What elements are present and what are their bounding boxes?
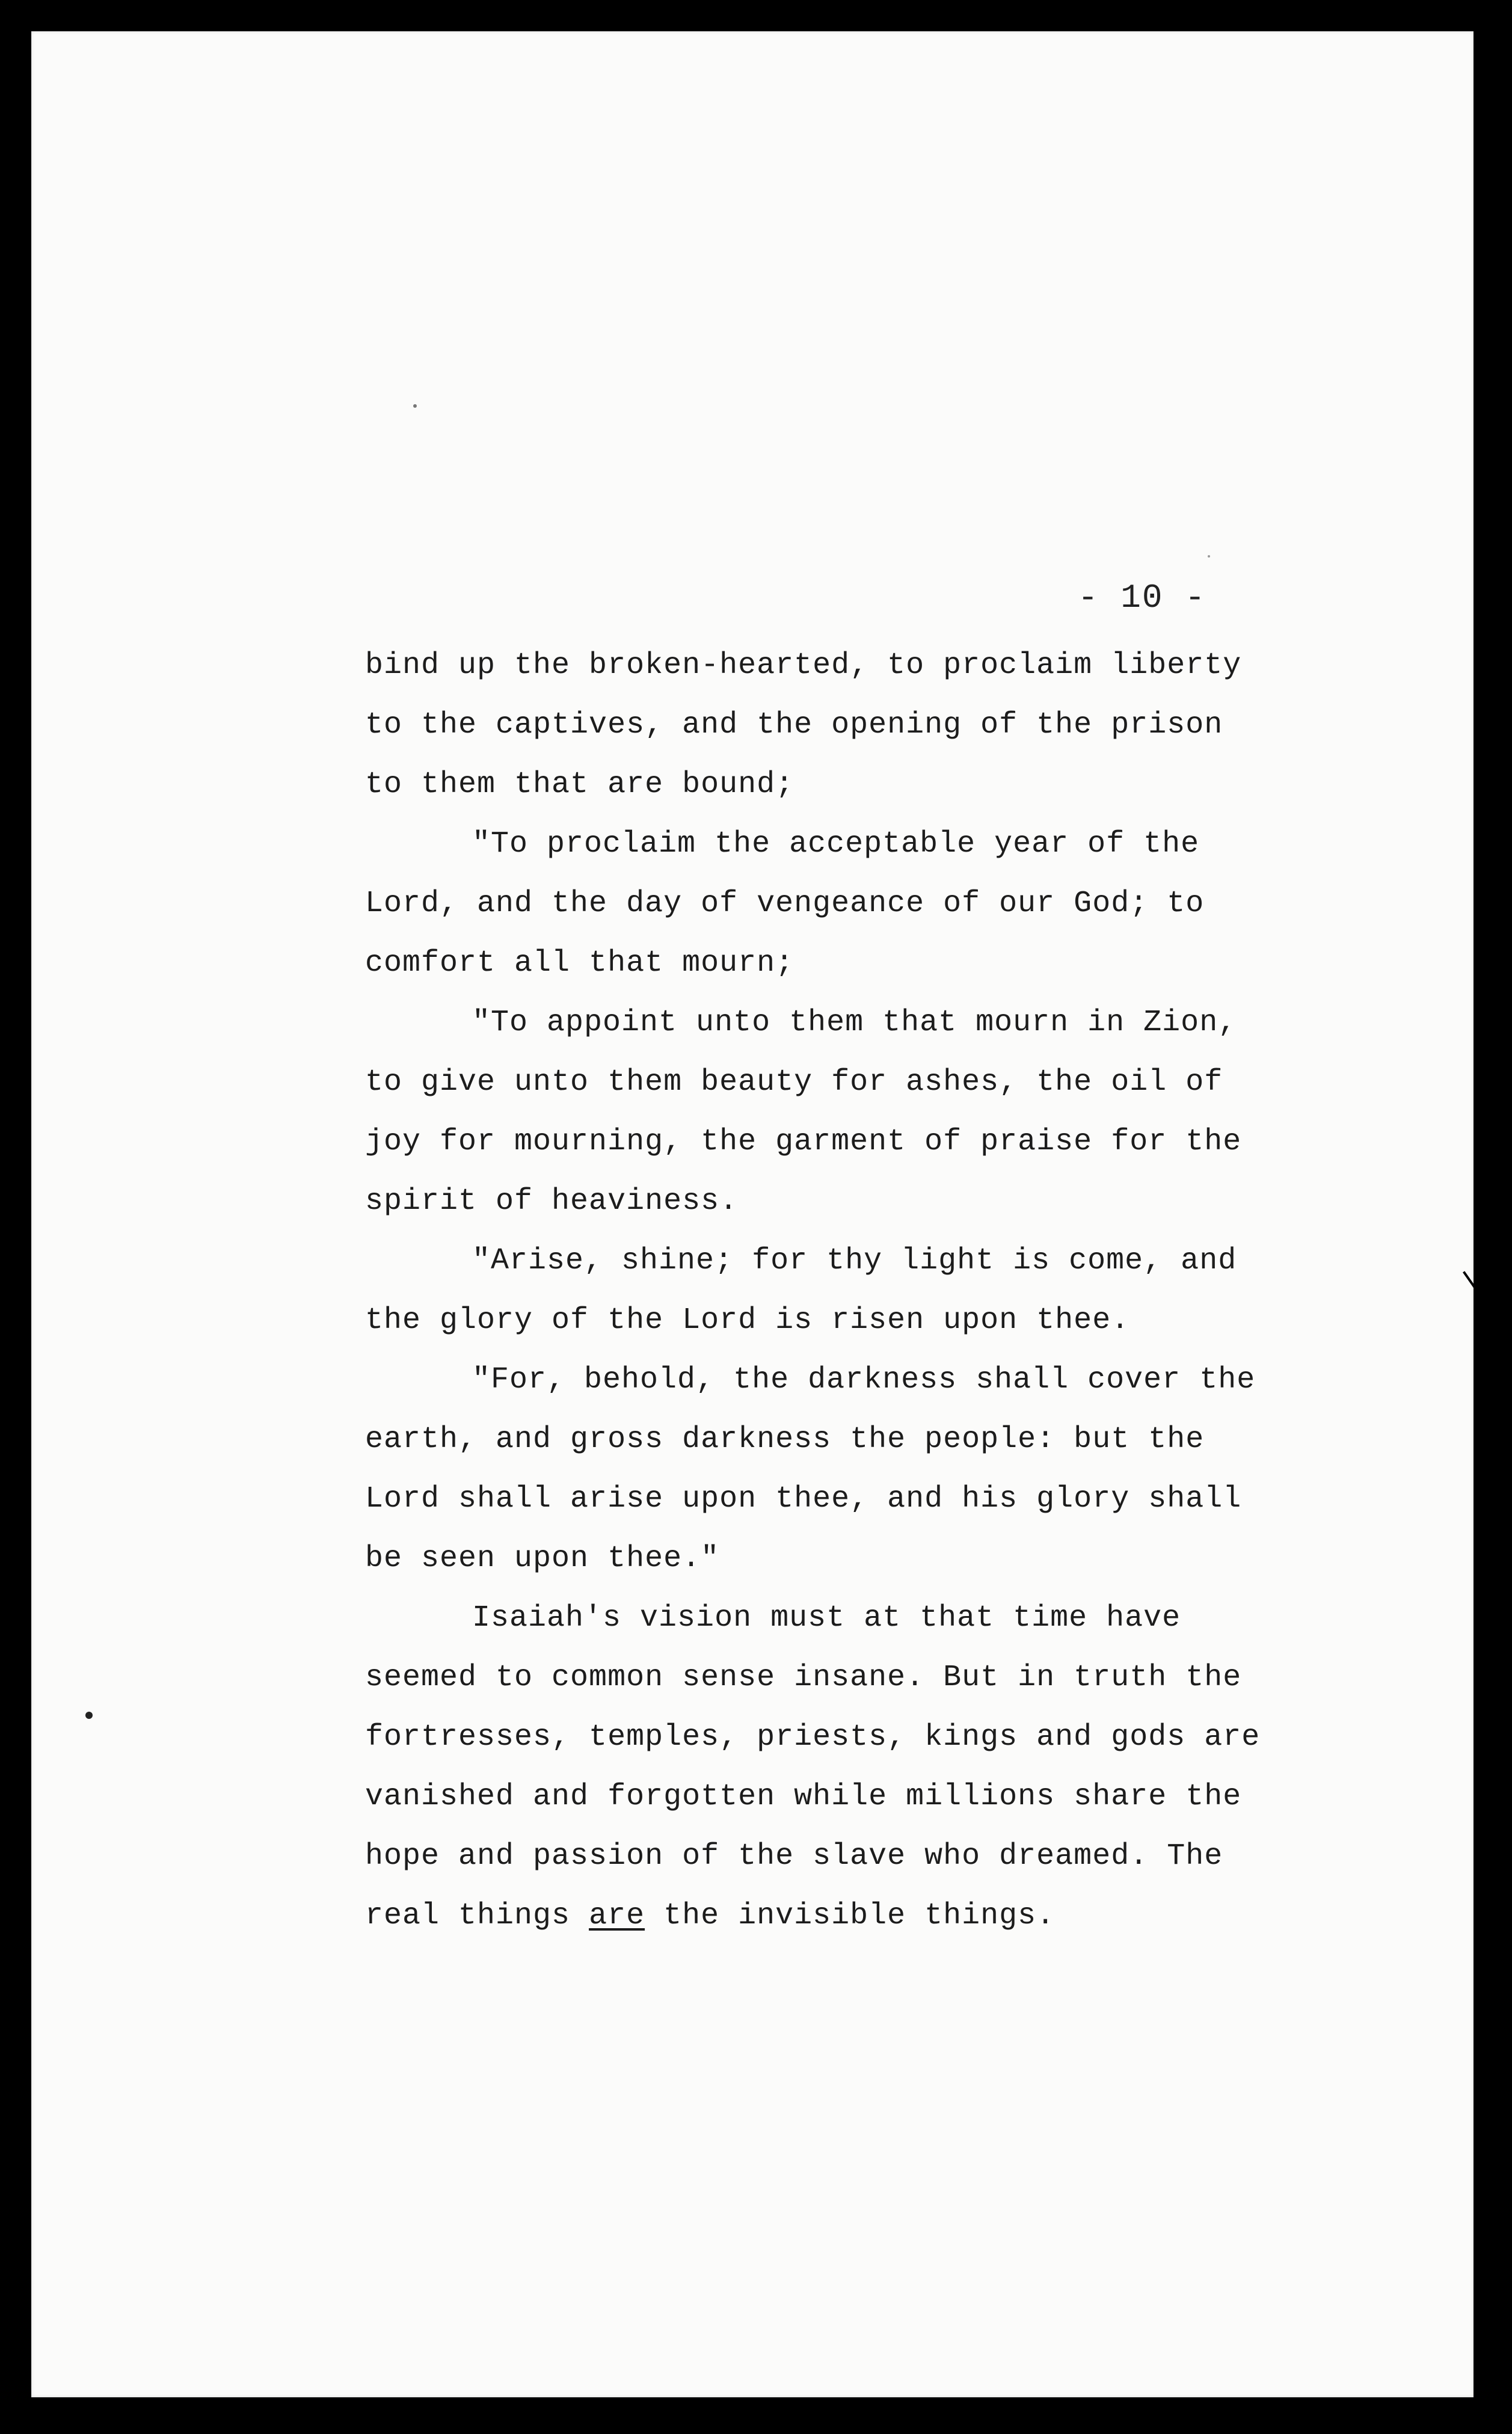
text-line: earth, and gross darkness the people: but the — [365, 1422, 1205, 1457]
text-line-indented: "For, behold, the darkness shall cover the — [472, 1363, 1256, 1397]
text-line: spirit of heaviness. — [365, 1184, 739, 1219]
text-line: seemed to common sense insane. But in truth the — [365, 1661, 1242, 1695]
text-line-indented: "Arise, shine; for thy light is come, and — [472, 1244, 1237, 1278]
text-line: be seen upon thee." — [365, 1541, 720, 1576]
text-line: fortresses, temples, priests, kings and gods are — [365, 1720, 1261, 1754]
text-line: vanished and forgotten while millions share the — [365, 1780, 1242, 1814]
text-line: the glory of the Lord is risen upon thee. — [365, 1303, 1130, 1338]
text-line-indented: "To proclaim the acceptable year of the — [472, 827, 1200, 861]
typewritten-page — [31, 31, 1474, 2397]
text-line: to them that are bound; — [365, 767, 794, 802]
text-segment: the invisible things. — [645, 1899, 1056, 1933]
text-line-last — [365, 1886, 1261, 1946]
text-line: hope and passion of the slave who dreamed. The — [365, 1839, 1223, 1873]
text-line: Lord shall arise upon thee, and his glory shall — [365, 1482, 1242, 1516]
text-line: bind up the broken-hearted, to proclaim liberty — [365, 648, 1242, 683]
text-line: to give unto them beauty for ashes, the oil of — [365, 1065, 1223, 1099]
text-line-indented: Isaiah's vision must at that time have — [472, 1601, 1181, 1635]
text-segment: real things — [365, 1899, 589, 1933]
underlined-word: are — [589, 1899, 645, 1933]
text-line: comfort all that mourn; — [365, 946, 794, 980]
page-number: - 10 - — [1078, 579, 1206, 617]
text-line: Lord, and the day of vengeance of our God; to — [365, 887, 1205, 921]
text-line: to the captives, and the opening of the prison — [365, 708, 1223, 742]
body-text — [365, 636, 1261, 1946]
text-line: joy for mourning, the garment of praise for the — [365, 1125, 1242, 1159]
text-line-indented: "To appoint unto them that mourn in Zion, — [472, 1006, 1237, 1040]
